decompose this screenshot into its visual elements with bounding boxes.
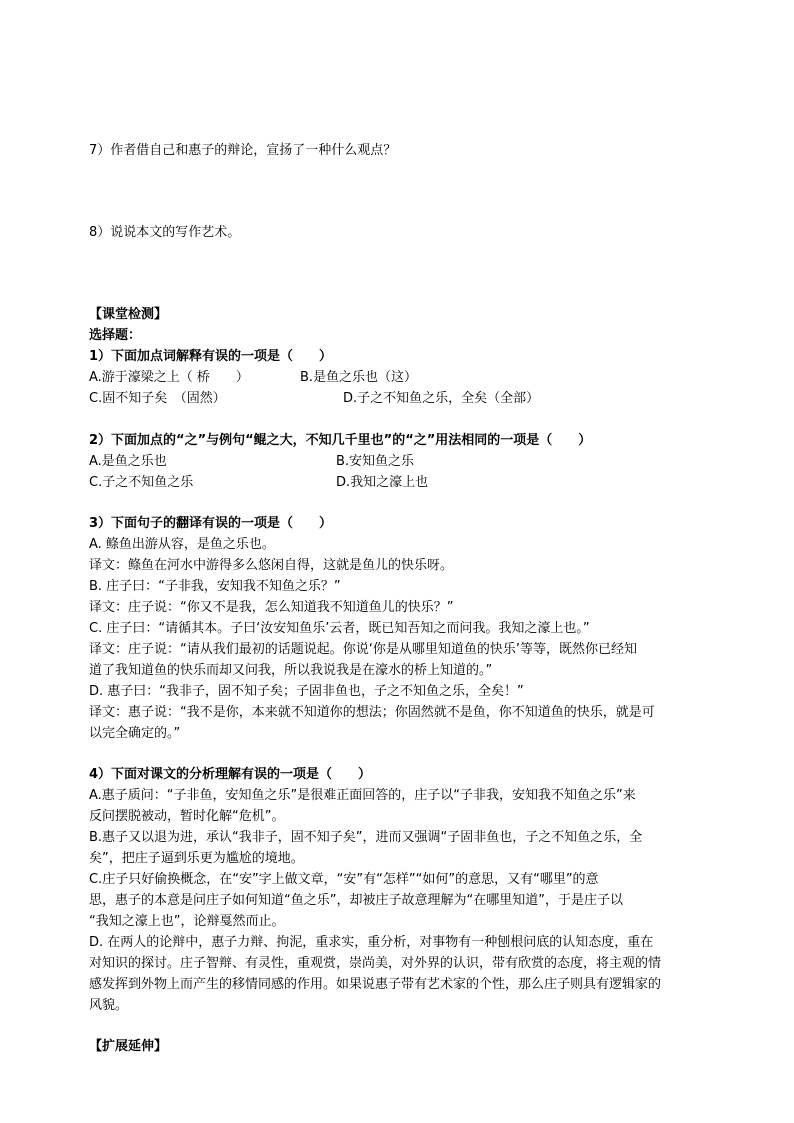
q4-line: A.惠子质问：“子非鱼，安知鱼之乐”是很难正面回答的，庄子以“子非我，安知我不知鱼之乐”来 (89, 788, 636, 803)
section-heading-class-test: 【课堂检测】 (89, 307, 168, 322)
question-7: 7）作者借自己和惠子的辩论，宣扬了一种什么观点？ (89, 143, 397, 158)
q4-line: 思，惠子的本意是问庄子如何知道“鱼之乐”，却被庄子故意理解为“在哪里知道”，于是庄子以 (89, 893, 623, 908)
q3-line: 以完全确定的。” (89, 726, 181, 741)
q2-option-d: D.我知之濠上也 (336, 475, 429, 490)
question-8: 8）说说本文的写作艺术。 (89, 225, 241, 240)
q1-stem: 1）下面加点词解释有误的一项是（ ） (89, 349, 333, 364)
q4-line: 对知识的探讨。庄子智辩、有灵性，重观赏，崇尚美，对外界的认识，带有欣赏的态度，将主观的情 (89, 956, 662, 971)
q2-stem: 2）下面加点的“之”与例句“鲲之大，不知几千里也”的“之”用法相同的一项是（ ） (89, 433, 592, 448)
q4-line: C.庄子只好偷换概念，在“安”字上做文章，“安”有“怎样”“如何”的意思，又有“哪里”的意 (89, 872, 599, 887)
q3-line: 译文：庄子说：“请从我们最初的话题说起。你说‘你是从哪里知道鱼的快乐’等等，既然你已经知 (89, 642, 638, 657)
q4-line: 风貌。 (89, 998, 129, 1013)
q3-line: B. 庄子曰：“子非我，安知我不知鱼之乐？” (89, 579, 341, 594)
q3-line: 译文：庄子说：“你又不是我，怎么知道我不知道鱼儿的快乐？” (89, 600, 454, 615)
q4-line: “我知之濠上也”，论辩戛然而止。 (89, 914, 285, 929)
q3-stem: 3）下面句子的翻译有误的一项是（ ） (89, 516, 333, 531)
q3-line: 译文：惠子说：“我不是你，本来就不知道你的想法；你固然就不是鱼，你不知道鱼的快乐，就是可 (89, 705, 655, 720)
q3-line: C. 庄子曰：“请循其本。子曰‘汝安知鱼乐’云者，既已知吾知之而问我。我知之濠上也。” (89, 621, 590, 636)
q2-option-b: B.安知鱼之乐 (336, 454, 415, 469)
q4-line: B.惠子又以退为进，承认“我非子，固不知子矣”，进而又强调“子固非鱼也，子之不知鱼之乐，全 (89, 830, 643, 845)
q2-option-a: A.是鱼之乐也 (89, 454, 167, 469)
q3-line: 道了我知道鱼的快乐而却又问我，所以我说我是在濠水的桥上知道的。” (89, 663, 493, 678)
q1-option-a: A.游于濠梁之上（ 桥 ） (89, 370, 249, 385)
q3-line: D. 惠子曰：“我非子，固不知子矣；子固非鱼也，子之不知鱼之乐，全矣！” (89, 684, 524, 699)
q2-option-c: C.子之不知鱼之乐 (89, 475, 194, 490)
q3-line: A. 鲦鱼出游从容，是鱼之乐也。 (89, 537, 275, 552)
section-heading-extension: 【扩展延伸】 (89, 1039, 168, 1054)
q1-option-d: D.子之不知鱼之乐，全矣（全部） (343, 391, 540, 406)
subheading-multiple-choice: 选择题： (89, 328, 142, 343)
q1-option-b: B.是鱼之乐也（这） (300, 370, 418, 385)
q4-line: D. 在两人的论辩中，惠子力辩、拘泥，重求实，重分析，对事物有一种刨根问底的认知态度，重在 (89, 935, 654, 950)
q3-line: 译文：鲦鱼在河水中游得多么悠闲自得，这就是鱼儿的快乐呀。 (89, 558, 454, 573)
q4-line: 反问摆脱被动，暂时化解“危机”。 (89, 809, 285, 824)
q4-stem: 4）下面对课文的分析理解有误的一项是（ ） (89, 767, 372, 782)
q1-option-c: C.固不知子矣 （固然） (89, 391, 226, 406)
q4-line: 矣”，把庄子逼到乐更为尴尬的境地。 (89, 851, 304, 866)
q4-line: 感发挥到外物上而产生的移情同感的作用。如果说惠子带有艺术家的个性，那么庄子则具有逻辑家的 (89, 977, 662, 992)
